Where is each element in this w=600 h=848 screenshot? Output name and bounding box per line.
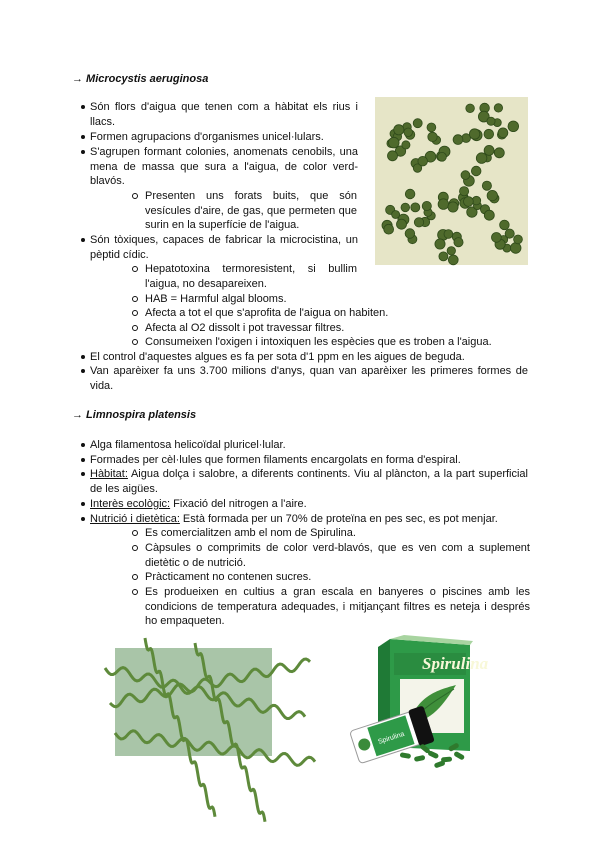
cell	[508, 121, 519, 132]
cell	[494, 148, 504, 158]
cell	[401, 203, 410, 212]
cell	[484, 129, 494, 139]
cell	[471, 166, 481, 176]
cell	[466, 104, 475, 113]
cell	[404, 128, 413, 137]
cell	[487, 190, 497, 200]
item-text: Fixació del nitrogen a l'aire.	[170, 498, 307, 510]
cell	[484, 210, 494, 220]
cell	[394, 125, 404, 135]
cell	[453, 135, 463, 145]
cell	[422, 201, 431, 210]
cell	[427, 123, 436, 132]
sub-list-item: Presenten uns forats buits, que són vesícules d'aire, de gas, que permeten que surin en la superfície de l'aigua.	[145, 190, 357, 232]
cell	[428, 132, 437, 141]
cell	[484, 145, 494, 155]
cell	[438, 199, 449, 210]
cell	[510, 243, 521, 254]
cell	[498, 128, 508, 138]
microcystis-micrograph	[375, 97, 528, 265]
cell	[435, 239, 445, 249]
list-item: Són flors d'aigua que tenen com a hàbitat els rius i llacs.	[90, 101, 358, 128]
cell	[505, 229, 514, 238]
cell	[388, 151, 398, 161]
section-heading-microcystis: → Microcystis aeruginosa	[72, 73, 209, 85]
cell	[461, 171, 470, 180]
spirulina-filaments-micrograph	[115, 648, 272, 756]
cell	[514, 235, 523, 244]
cell	[439, 252, 448, 261]
cell	[405, 189, 415, 199]
cell	[414, 218, 423, 227]
list-item: El control d'aquestes algues es fa per sota d'1 ppm en les aigues de beguda.	[90, 350, 530, 365]
list-item	[90, 467, 528, 496]
list-item: Formades per cèl·lules que formen filaments encargolats en forma d'espiral.	[90, 453, 530, 468]
cell	[392, 211, 400, 219]
cell	[389, 137, 400, 148]
cell	[492, 233, 502, 243]
item-text: Aigua dolça i salobre, a diferents continents. Viu al plàncton, a la part superficial de les aigües.	[90, 468, 528, 495]
list-item: Alga filamentosa helicoïdal pluricel·lular.	[90, 438, 530, 453]
cell	[418, 156, 428, 166]
cell	[500, 220, 510, 230]
item-label: Interès ecològic:	[90, 498, 171, 510]
sub-list-item: Càpsules o comprimits de color verd-blavós, que es ven com a suplement dietètic o de nutrició.	[145, 542, 530, 569]
sub-list-item: Pràcticament no contenen sucres.	[145, 570, 525, 585]
list-item: S'agrupen formant colonies, anomenats cenobils, una mena de massa que sura a l'aigua, de color verd-blavós.	[90, 146, 358, 188]
cell	[411, 203, 420, 212]
list-item	[90, 497, 530, 512]
cell	[460, 187, 469, 196]
list-item: Són tòxiques, capaces de fabricar la microcistina, un pèptid cídic.	[90, 234, 358, 261]
spirulina-product-photo	[338, 635, 489, 770]
list-item	[90, 512, 530, 527]
cell	[482, 181, 491, 190]
sub-list-item: HAB = Harmful algal blooms.	[145, 292, 445, 307]
cell	[438, 152, 447, 161]
bottle-label: Spirulina	[377, 730, 406, 746]
cell	[464, 197, 474, 207]
cell	[413, 119, 422, 128]
cell	[447, 247, 455, 255]
cell	[444, 230, 453, 239]
item-label: Hàbitat:	[90, 468, 128, 480]
list-item: Van aparèixer fa uns 3.700 milions d'anys, quan van aparèixer les primeres formes de vida.	[90, 365, 528, 392]
list-item: Formen agrupacions d'organismes unicel·lulars.	[90, 130, 370, 145]
cell	[487, 117, 495, 125]
product-brand-label: Spirulina	[422, 654, 489, 673]
cell	[448, 255, 458, 265]
cell	[402, 141, 410, 149]
sub-list-item: Consumeixen l'oxigen i intoxiquen les espècies que es troben a l'aigua.	[145, 335, 525, 350]
sub-list-item: Afecta a tot el que s'aprofita de l'aigua on habiten.	[145, 306, 485, 321]
sub-list-item: Afecta al O2 dissolt i pot travessar filtres.	[145, 321, 485, 336]
item-text: Està formada per un 70% de proteïna en pes sec, es pot menjar.	[179, 513, 498, 525]
cell	[494, 104, 502, 112]
sub-list-item: Hepatotoxina termoresistent, si bullim l'aigua, no desapareixen.	[145, 263, 357, 290]
item-label: Nutrició i dietètica:	[90, 513, 180, 525]
sub-list-item: Es produeixen en cultius a gran escala en banyeres o piscines amb les condicions de temperatura adequades, i mitjançant filtres es neteja i després ho empaqueten.	[145, 586, 530, 628]
cell	[448, 202, 458, 212]
section-heading-limnospira: → Limnospira platensis	[72, 409, 197, 421]
cell	[476, 153, 487, 164]
cell	[469, 129, 479, 139]
cell	[384, 224, 394, 234]
cell	[454, 238, 463, 247]
cell	[405, 229, 415, 239]
sub-list-item: Es comercialitzen amb el nom de Spirulina.	[145, 526, 525, 541]
cell	[397, 219, 407, 229]
